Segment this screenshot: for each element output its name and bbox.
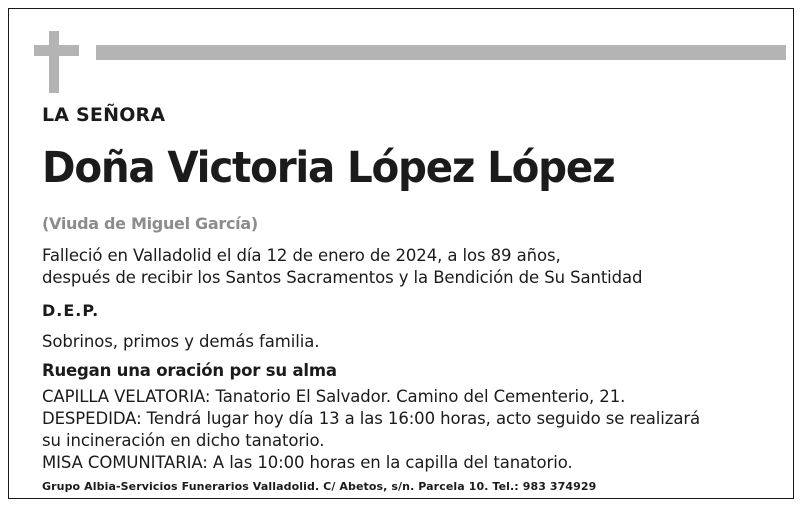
header-rule-bar <box>96 45 786 60</box>
salutation: LA SEÑORA <box>42 104 166 126</box>
death-line-1: Falleció en Valladolid el día 12 de enero de 2024, a los 89 años, <box>42 246 561 265</box>
rip-label: D.E.P. <box>42 301 100 320</box>
deceased-name: Doña Victoria López López <box>42 143 615 193</box>
prayer-request: Ruegan una oración por su alma <box>42 361 337 380</box>
mass-info: MISA COMUNITARIA: A las 10:00 horas en la capilla del tanatorio. <box>42 453 573 472</box>
obituary-notice <box>8 8 794 499</box>
widow-note: (Viuda de Miguel García) <box>42 214 258 233</box>
family-line: Sobrinos, primos y demás familia. <box>42 332 320 351</box>
farewell-info-cont: su incineración en dicho tanatorio. <box>42 431 325 450</box>
funeral-home-footer: Grupo Albia-Servicios Funerarios Valladolid. C/ Abetos, s/n. Parcela 10. Tel.: 983 374929 <box>42 480 597 493</box>
cross-horizontal-beam <box>34 45 79 56</box>
chapel-info: CAPILLA VELATORIA: Tanatorio El Salvador. Camino del Cementerio, 21. <box>42 387 626 406</box>
death-line-2: después de recibir los Santos Sacramentos y la Bendición de Su Santidad <box>42 268 643 287</box>
farewell-info: DESPEDIDA: Tendrá lugar hoy día 13 a las 16:00 horas, acto seguido se realizará <box>42 409 701 428</box>
cross-vertical-beam <box>49 31 59 93</box>
